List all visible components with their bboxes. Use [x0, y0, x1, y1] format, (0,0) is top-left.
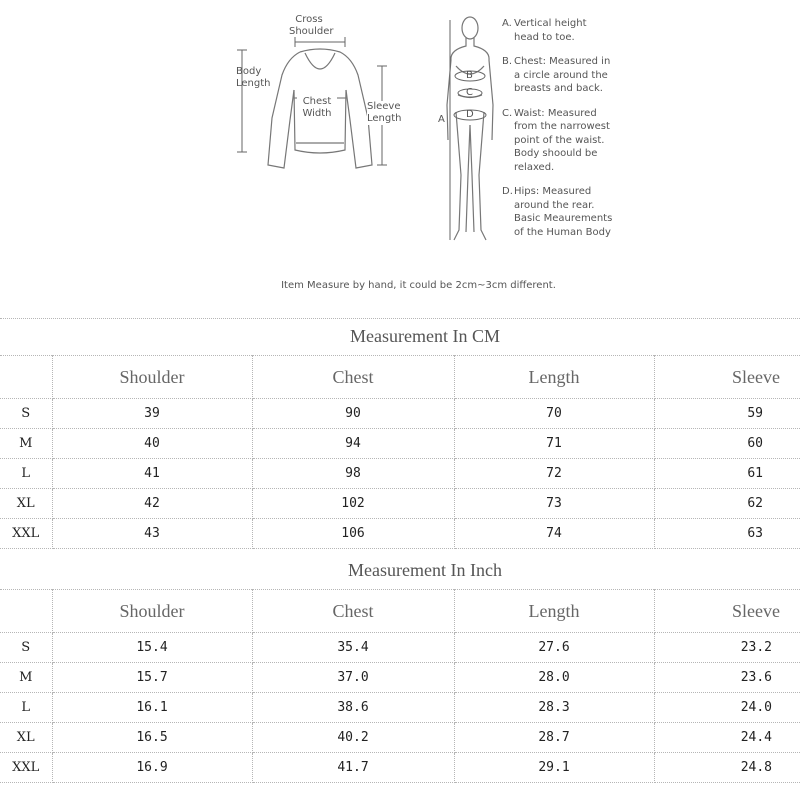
length-cell: 28.3: [454, 693, 654, 723]
length-cell: 29.1: [454, 753, 654, 783]
table-row: [0, 753, 800, 783]
size-cell: XL: [0, 723, 52, 753]
body-letter-d: D: [466, 109, 474, 120]
size-column-header: [0, 356, 52, 399]
size-cell: L: [0, 693, 52, 723]
chest-column-header: Chest: [252, 356, 454, 399]
chest-column-header: Chest: [252, 590, 454, 633]
size-cell: XXL: [0, 753, 52, 783]
table-row: [0, 519, 800, 549]
chest-cell: 41.7: [252, 753, 454, 783]
sleeve-cell: 61: [654, 459, 800, 489]
note-text: Waist: Measured from the narrowest point of the waist. Body shoould be relaxed.: [514, 107, 610, 173]
shoulder-cell: 16.9: [52, 753, 252, 783]
size-cell: XXL: [0, 519, 52, 549]
chest-cell: 90: [252, 399, 454, 429]
table-header-row: [0, 590, 800, 633]
inch-size-table: [0, 589, 800, 783]
inch-table-title: Measurement In Inch: [348, 560, 502, 580]
chest-cell: 38.6: [252, 693, 454, 723]
length-column-header: Length: [454, 590, 654, 633]
note-item: [502, 17, 616, 44]
size-cell: L: [0, 459, 52, 489]
cross-shoulder-label: Cross Shoulder: [289, 14, 334, 37]
table-row: [0, 399, 800, 429]
table-row: [0, 489, 800, 519]
chest-width-label: Chest Width: [297, 96, 337, 120]
cm-table-title: Measurement In CM: [350, 326, 500, 346]
note-item: [502, 185, 616, 239]
sleeve-cell: 60: [654, 429, 800, 459]
table-header-row: [0, 356, 800, 399]
note-letter: B.: [502, 56, 513, 67]
note-item: [502, 107, 616, 175]
note-text: Hips: Measured around the rear. Basic Meaurements of the Human Body: [514, 186, 613, 238]
size-cell: S: [0, 633, 52, 663]
measurement-diagram: [0, 0, 800, 300]
measure-disclaimer: Item Measure by hand, it could be 2cm~3cm different.: [281, 280, 556, 291]
sleeve-length-label: Sleeve Length: [367, 101, 407, 125]
sleeve-cell: 24.4: [654, 723, 800, 753]
chest-cell: 106: [252, 519, 454, 549]
sleeve-cell: 23.6: [654, 663, 800, 693]
body-letter-c: C: [466, 87, 473, 98]
table-row: [0, 459, 800, 489]
note-letter: A.: [502, 18, 512, 29]
table-row: [0, 633, 800, 663]
human-figure-sketch: [447, 17, 493, 240]
section-divider: [0, 318, 800, 319]
table-row: [0, 723, 800, 753]
chest-cell: 40.2: [252, 723, 454, 753]
sleeve-cell: 59: [654, 399, 800, 429]
sleeve-column-header: Sleeve: [654, 590, 800, 633]
length-cell: 27.6: [454, 633, 654, 663]
note-letter: D.: [502, 186, 513, 197]
length-column-header: Length: [454, 356, 654, 399]
shoulder-cell: 40: [52, 429, 252, 459]
note-text: Vertical height head to toe.: [514, 18, 587, 43]
size-cell: XL: [0, 489, 52, 519]
shoulder-column-header: Shoulder: [52, 590, 252, 633]
measurement-notes: [502, 17, 616, 250]
shoulder-cell: 41: [52, 459, 252, 489]
size-cell: S: [0, 399, 52, 429]
length-cell: 28.0: [454, 663, 654, 693]
note-text: Chest: Measured in a circle around the breasts and back.: [514, 56, 611, 94]
length-cell: 70: [454, 399, 654, 429]
sleeve-column-header: Sleeve: [654, 356, 800, 399]
body-letter-a: A: [438, 114, 445, 125]
chest-cell: 102: [252, 489, 454, 519]
note-letter: C.: [502, 107, 513, 119]
sleeve-cell: 24.8: [654, 753, 800, 783]
length-cell: 28.7: [454, 723, 654, 753]
chest-cell: 98: [252, 459, 454, 489]
shoulder-cell: 42: [52, 489, 252, 519]
size-column-header: [0, 590, 52, 633]
length-cell: 71: [454, 429, 654, 459]
body-letter-b: B: [466, 70, 473, 81]
note-item: [502, 55, 616, 96]
cm-size-table: [0, 355, 800, 549]
sleeve-cell: 63: [654, 519, 800, 549]
shoulder-cell: 16.5: [52, 723, 252, 753]
table-row: [0, 663, 800, 693]
chest-cell: 35.4: [252, 633, 454, 663]
body-length-label: Body Length: [236, 66, 271, 89]
shoulder-cell: 39: [52, 399, 252, 429]
chest-cell: 94: [252, 429, 454, 459]
size-cell: M: [0, 429, 52, 459]
shoulder-cell: 15.4: [52, 633, 252, 663]
sleeve-cell: 62: [654, 489, 800, 519]
table-row: [0, 429, 800, 459]
length-cell: 72: [454, 459, 654, 489]
shoulder-cell: 15.7: [52, 663, 252, 693]
table-row: [0, 693, 800, 723]
shoulder-cell: 16.1: [52, 693, 252, 723]
chest-cell: 37.0: [252, 663, 454, 693]
size-cell: M: [0, 663, 52, 693]
sleeve-cell: 23.2: [654, 633, 800, 663]
length-cell: 74: [454, 519, 654, 549]
sleeve-cell: 24.0: [654, 693, 800, 723]
diagram-illustration: [0, 0, 800, 300]
shoulder-cell: 43: [52, 519, 252, 549]
shoulder-column-header: Shoulder: [52, 356, 252, 399]
length-cell: 73: [454, 489, 654, 519]
